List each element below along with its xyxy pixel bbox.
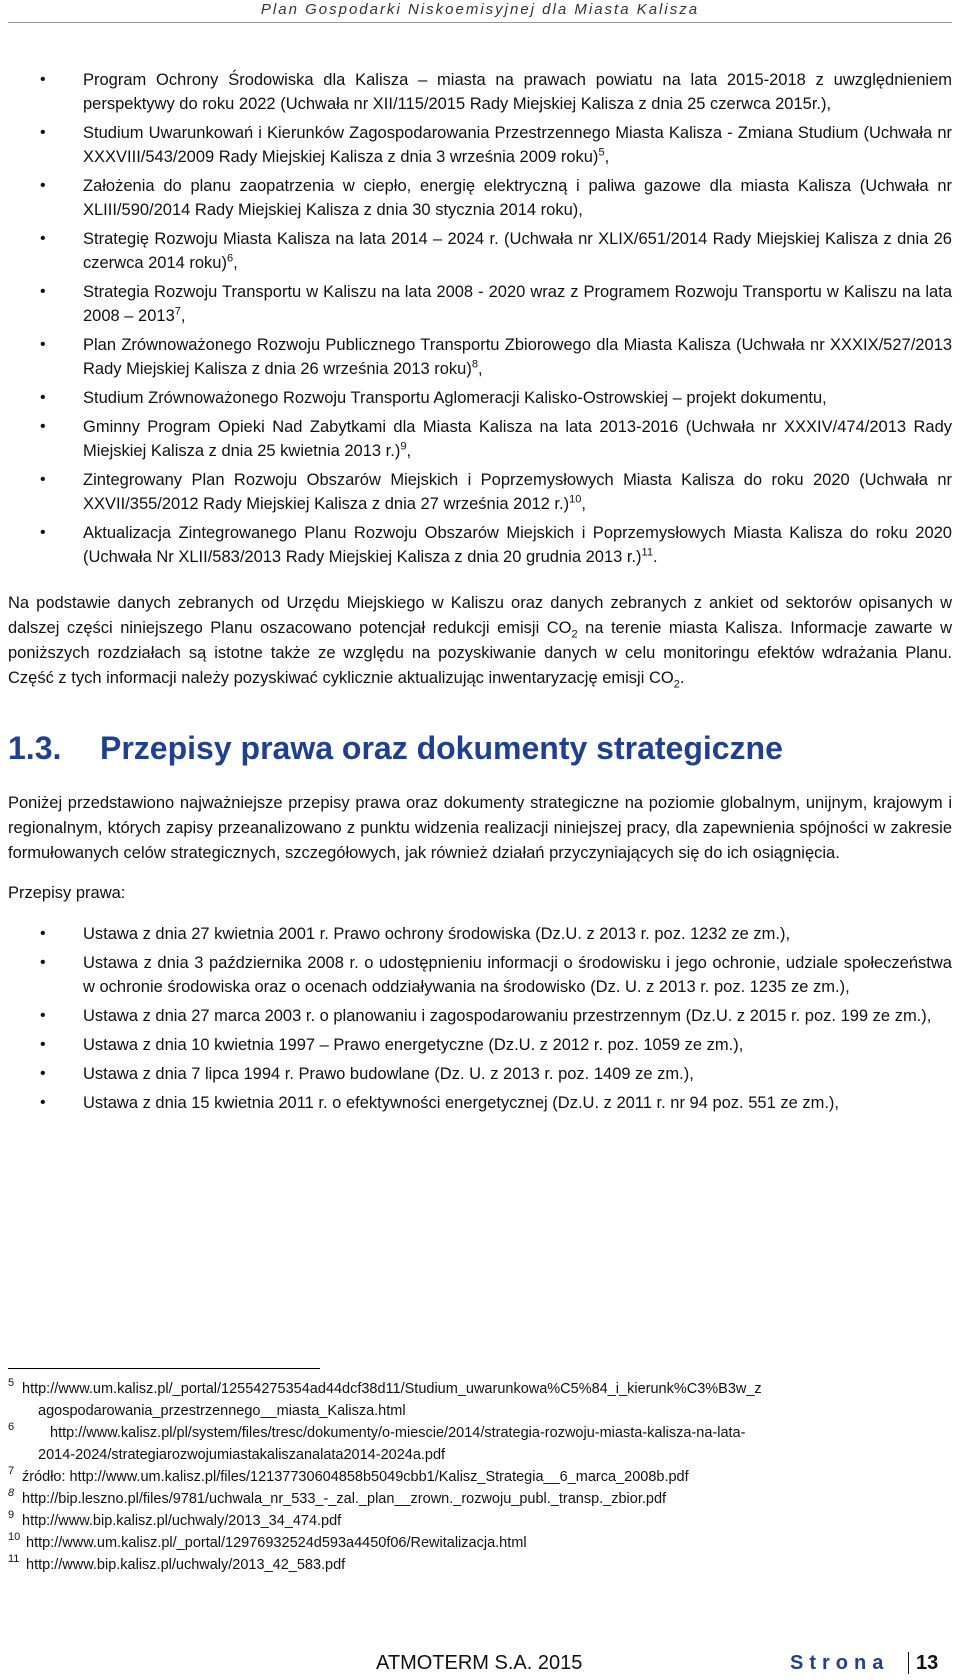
footnote-ref[interactable]: 7 — [174, 305, 181, 318]
list-item: • Program Ochrony Środowiska dla Kalisza – miasta na prawach powiatu na lata 2015-2018 z uwzględnieniem perspektywy do roku 2022 (Uchwała nr XII/115/2015 Rady Miejskiej Kalisza z dnia 25 czerwca 2015r.), — [8, 68, 952, 116]
footnote: 8 http://bip.leszno.pl/files/9781/uchwala_nr_533_-_zal._plan__zrown._rozwoju_publ._transp._zbior.pdf — [8, 1488, 952, 1510]
footnote: 7 źródło: http://www.um.kalisz.pl/files/12137730604858b5049cbb1/Kalisz_Strategia__6_marca_2008b.pdf — [8, 1466, 952, 1488]
footer-page-label: Strona — [790, 1652, 890, 1674]
footnote-ref[interactable]: 6 — [226, 252, 234, 265]
list-item: • Studium Uwarunkowań i Kierunków Zagospodarowania Przestrzennego Miasta Kalisza - Zmiana Studium (Uchwała nr XXXVIII/543/2009 Rady Miejskiej Kalisza z dnia 3 września 2009 roku)$^5$, — [8, 121, 952, 169]
page-footer — [0, 1650, 960, 1676]
list-item: • Strategię Rozwoju Miasta Kalisza na lata 2014 – 2024 r. (Uchwała nr XLIX/651/2014 Rady Miejskiej Kalisza z dnia 26 czerwca 2014 roku)$^6$, — [8, 227, 952, 275]
footnote-ref[interactable]: 9 — [400, 440, 407, 453]
footnote-ref[interactable]: 10 — [569, 493, 582, 506]
footnote-ref[interactable]: 11 — [641, 546, 653, 559]
footnote: 9 http://www.bip.kalisz.pl/uchwaly/2013_34_474.pdf — [8, 1510, 952, 1532]
footer-company: ATMOTERM S.A. 2015 — [376, 1652, 583, 1674]
documents-list — [8, 68, 952, 569]
list-item: • Ustawa z dnia 27 kwietnia 2001 r. Prawo ochrony środowiska (Dz.U. z 2013 r. poz. 1232 ze zm.), — [8, 922, 952, 946]
footnote: 11 http://www.bip.kalisz.pl/uchwaly/2013_42_583.pdf — [8, 1554, 952, 1576]
footnote-ref[interactable]: 5 — [598, 146, 605, 159]
footnote-ref[interactable]: 8 — [471, 358, 478, 371]
footnote-link-cont[interactable]: 2014-2024/strategiarozwojumiastakaliszanalata2014-2024a.pdf — [38, 1447, 446, 1463]
list-item: • Studium Zrównoważonego Rozwoju Transportu Aglomeracji Kalisko-Ostrowskiej – projekt dokumentu, — [8, 386, 952, 410]
list-item: • Plan Zrównoważonego Rozwoju Publicznego Transportu Zbiorowego dla Miasta Kalisza (Uchwała nr XXXIX/527/2013 Rady Miejskiej Kalisza z dnia 26 września 2013 roku)$^8$, — [8, 333, 952, 381]
list-item: • Ustawa z dnia 27 marca 2003 r. o planowaniu i zagospodarowaniu przestrzennym (Dz.U. z 2015 r. poz. 199 ze zm.), — [8, 1004, 952, 1028]
footnote-link[interactable]: http://www.kalisz.pl/pl/system/files/tresc/dokumenty/o-miescie/2014/strategia-rozwoju-miasta-kalisza-na-lata- — [50, 1425, 746, 1441]
footnote-separator — [8, 1368, 320, 1369]
running-header: Plan Gospodarki Niskoemisyjnej dla Miasta Kalisza — [260, 1, 700, 18]
list-item: • Założenia do planu zaopatrzenia w ciepło, energię elektryczną i paliwa gazowe dla miasta Kalisza (Uchwała nr XLIII/590/2014 Rady Miejskiej Kalisza z dnia 30 stycznia 2014 roku), — [8, 174, 952, 222]
list-item: • Ustawa z dnia 15 kwietnia 2011 r. o efektywności energetycznej (Dz.U. z 2011 r. nr 94 poz. 551 ze zm.), — [8, 1091, 952, 1115]
footer-divider — [908, 1652, 909, 1674]
footnote-link[interactable]: źródło: http://www.um.kalisz.pl/files/12137730604858b5049cbb1/Kalisz_Strategia__6_marca_2008b.pdf — [22, 1469, 689, 1485]
list-item: • Ustawa z dnia 3 października 2008 r. o udostępnieniu informacji o środowisku i jego ochronie, udziale społeczeństwa w ochronie środowiska oraz o ocenach oddziaływania na środowisko (Dz. U. z 2013 r. poz. 1235 ze zm.), — [8, 951, 952, 999]
section-heading — [8, 729, 952, 767]
footnote-link[interactable]: http://www.bip.kalisz.pl/uchwaly/2013_34_474.pdf — [22, 1513, 342, 1529]
section-number: 1.3. — [8, 730, 62, 766]
page-content — [8, 68, 952, 1120]
header-rule — [8, 22, 952, 23]
footnote-link[interactable]: http://www.um.kalisz.pl/_portal/12976932524d593a4450f06/Rewitalizacja.html — [26, 1535, 527, 1551]
list-item: • Zintegrowany Plan Rozwoju Obszarów Miejskich i Poprzemysłowych Miasta Kalisza do roku 2020 (Uchwała nr XXVII/355/2012 Rady Miejskiej Kalisza z dnia 27 września 2012 r.)$^{10}$, — [8, 468, 952, 516]
footer-page-number: 13 — [916, 1652, 939, 1674]
footnote-link[interactable]: http://www.bip.kalisz.pl/uchwaly/2013_42_583.pdf — [26, 1557, 346, 1573]
footnote-link[interactable]: http://bip.leszno.pl/files/9781/uchwala_nr_533_-_zal._plan__zrown._rozwoju_publ._transp._zbior.pdf — [22, 1491, 667, 1507]
footnotes — [8, 1378, 952, 1576]
footnote: 6 http://www.kalisz.pl/pl/system/files/tresc/dokumenty/o-miescie/2014/strategia-rozwoju-miasta-kalisza-na-lata- 2014-2024/strategiarozwojumiastakaliszanalata2014-2024a.pdf — [8, 1422, 952, 1466]
footnote-link-cont[interactable]: agospodarowania_przestrzennego__miasta_Kalisza.html — [38, 1403, 406, 1419]
list-item: • Strategia Rozwoju Transportu w Kaliszu na lata 2008 - 2020 wraz z Programem Rozwoju Transportu w Kaliszu na lata 2008 – 2013$^7$, — [8, 280, 952, 328]
laws-list — [8, 922, 952, 1115]
section-title: Przepisy prawa oraz dokumenty strategiczne — [100, 730, 783, 766]
list-item: • Ustawa z dnia 10 kwietnia 1997 – Prawo energetyczne (Dz.U. z 2012 r. poz. 1059 ze zm.), — [8, 1033, 952, 1057]
paragraph-intro: Poniżej przedstawiono najważniejsze przepisy prawa oraz dokumenty strategiczne na poziomie globalnym, unijnym, krajowym i regionalnym, których zapisy przeanalizowano z punktu widzenia realizacji niniejszej pracy, dla zapewnienia spójności w zakresie formułowanych celów strategicznych, szczegółowych, jak również działań przyczyniających się do ich osiągnięcia. — [8, 794, 952, 862]
footnote: 5 http://www.um.kalisz.pl/_portal/12554275354ad44dcf38d11/Studium_uwarunkowa%C5%84_i_kierunk%C3%B3w_z agospodarowania_przestrzennego__miasta_Kalisza.html — [8, 1378, 952, 1422]
list-item: • Aktualizacja Zintegrowanego Planu Rozwoju Obszarów Miejskich i Poprzemysłowych Miasta Kalisza do roku 2020 (Uchwała Nr XLII/583/2013 Rady Miejskiej Kalisza z dnia 20 grudnia 2013 r.)$^{11}$. — [8, 521, 952, 569]
footnote-link[interactable]: http://www.um.kalisz.pl/_portal/12554275354ad44dcf38d11/Studium_uwarunkowa%C5%84_i_kierunk%C3%B3w_z — [22, 1381, 762, 1397]
laws-label: Przepisy prawa: — [8, 884, 126, 902]
list-item: • Ustawa z dnia 7 lipca 1994 r. Prawo budowlane (Dz. U. z 2013 r. poz. 1409 ze zm.), — [8, 1062, 952, 1086]
footnote: 10 http://www.um.kalisz.pl/_portal/12976932524d593a4450f06/Rewitalizacja.html — [8, 1532, 952, 1554]
paragraph-potential: Na podstawie danych zebranych od Urzędu Miejskiego w Kaliszu oraz danych zebranych z ankiet od sektorów opisanych w dalszej części niniejszego Planu oszacowano potencjał redukcji emisji $CO_2$ na terenie miasta Kalisza. Informacje zawarte w poniższych rozdziałach są istotne także ze względu na pozyskiwanie danych w celu monitoringu efektów wdrażania Planu. Część z tych informacji należy pozyskiwać cyklicznie aktualizując inwentaryzację emisji $CO_2$. — [8, 594, 952, 691]
list-item: • Gminny Program Opieki Nad Zabytkami dla Miasta Kalisza na lata 2013-2016 (Uchwała nr XXXIV/474/2013 Rady Miejskiej Kalisza z dnia 25 kwietnia 2013 r.)$^9$, — [8, 415, 952, 463]
